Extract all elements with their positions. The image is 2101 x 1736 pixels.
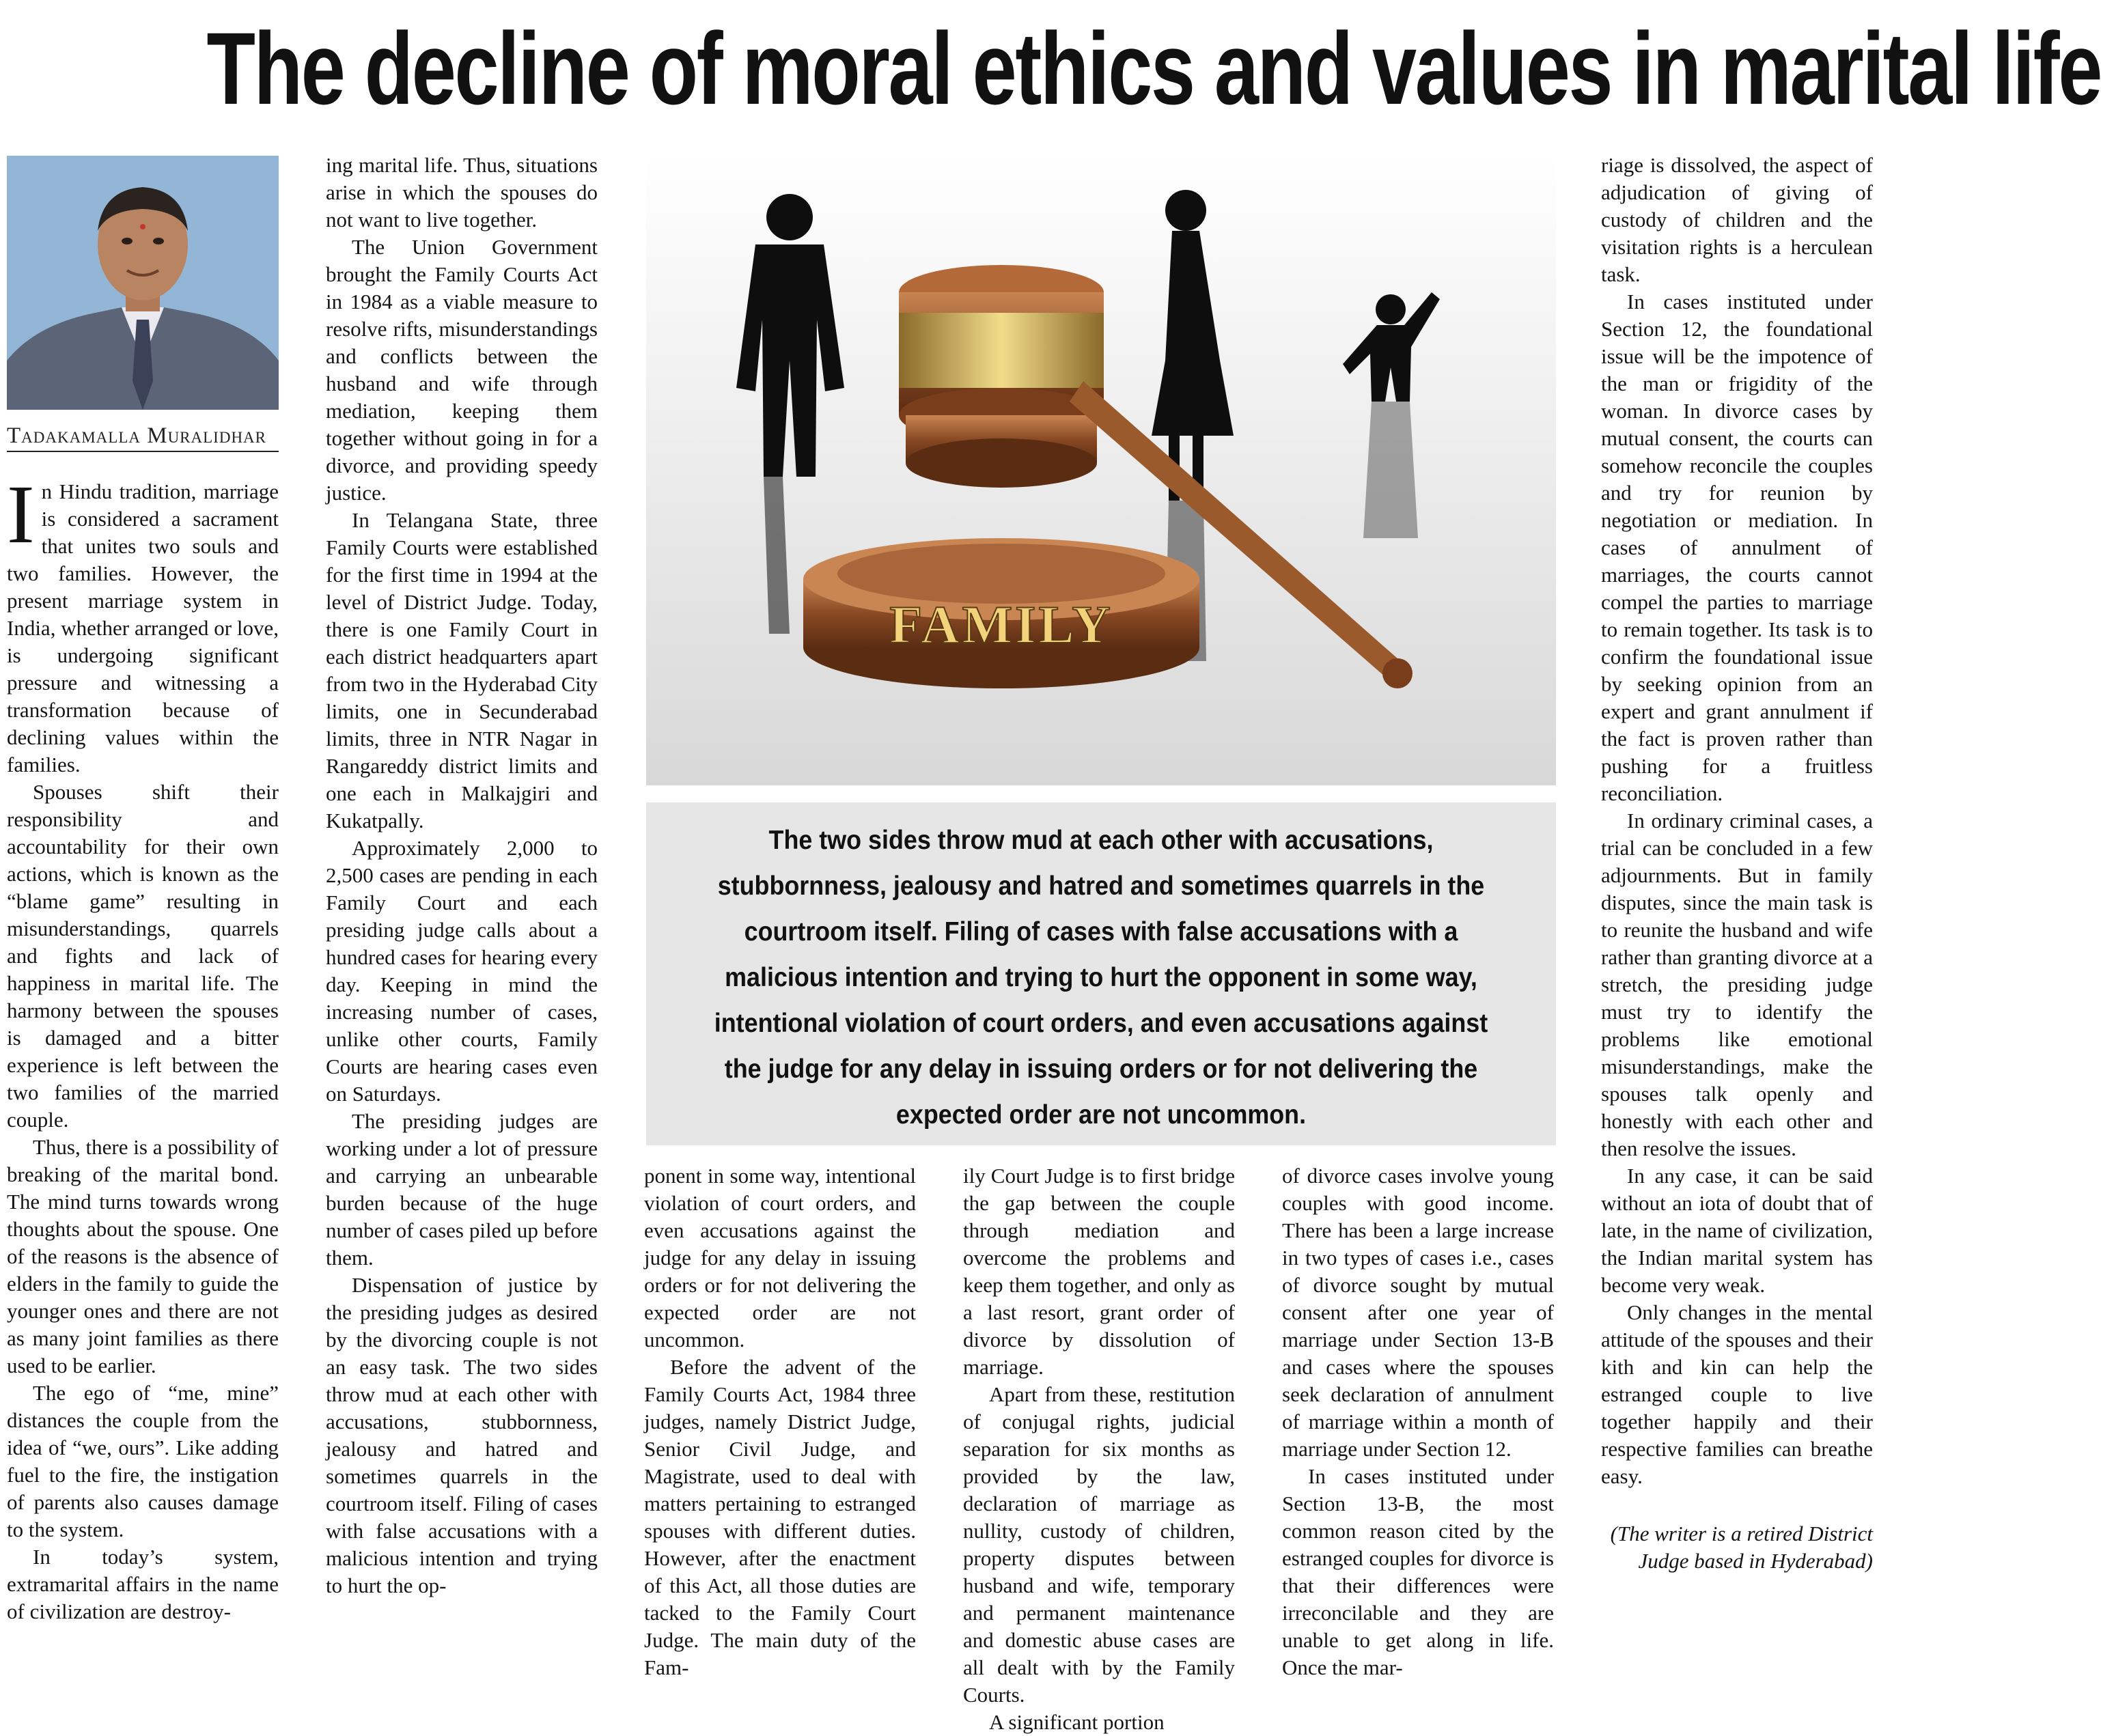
article-column-5 [1282, 1162, 1554, 1733]
headline: The decline of moral ethics and values in marital life [206, 11, 2101, 126]
author-byline: Tadakamalla Muralidhar [7, 423, 267, 448]
paragraph: Dispensation of justice by the presiding judges as desired by the divorcing couple is not an easy task. The two sides throw mud at each other with accusations, stubbornness, jealousy and hatred and sometimes quarrels in the courtroom itself. Filing of cases with false accusations with a malicious intention and trying to hurt the op- [326, 1273, 598, 1597]
article-column-6 [1601, 152, 1873, 1733]
writer-note: (The writer is a retired District Judge based in Hyderabad) [1610, 1522, 1873, 1573]
paragraph: The ego of “me, mine” distances the couple from the idea of “we, ours”. Like adding fuel to the fire, the instigation of parents also causes damage to the system. [7, 1381, 279, 1541]
family-court-illustration [646, 156, 1556, 785]
pull-quote-text: The two sides throw mud at each other with accusations, stubbornness, jealousy and hatred and sometimes quarrels in the courtroom itself. Filing of cases with false accusations with a malicious intention and trying to hurt the opponent in some way, intentional violation of court orders, and even accusations against the judge for any delay in issuing orders or for not delivering the expected order are not uncommon. [714, 826, 1488, 1130]
pull-quote [646, 802, 1556, 1145]
gavel-silhouette-graphic [646, 156, 1556, 785]
paragraph: ponent in some way, intentional violation of court orders, and even accusations against the judge for any delay in issuing orders or for not delivering the expected order are not uncommon. [644, 1164, 916, 1352]
paragraph: ily Court Judge is to first bridge the gap between the couple through mediation and overcome the problems and keep them together, and only as a last resort, grant order of divorce by dissolution of marriage. [963, 1164, 1235, 1379]
byline-rule [7, 451, 279, 452]
paragraph: In cases instituted under Section 12, the foundational issue will be the impotence of the man or frigidity of the woman. In divorce cases by mutual consent, the courts can somehow reconcile the couples and try for reunion by negotiation or mediation. In cases of annulment of marriages, the courts cannot compel the parties to marriage to remain together. Its task is to confirm the foundational issue by seeking opinion from an expert and grant annulment if the fact is proven rather than pushing for a fruitless reconciliation. [1601, 290, 1873, 805]
paragraph: Apart from these, restitution of conjugal rights, judicial separation for six months as provided by the law, declaration of marriage as nullity, custody of children, property disputes between husband and wife, temporary and permanent maintenance and domestic abuse cases are all dealt with by the Family Courts. [963, 1382, 1235, 1707]
paragraph: of divorce cases involve young couples with good income. There has been a large increase in two types of cases i.e., cases of divorce sought by mutual consent after one year of marriage under Section 13-B and cases where the spouses seek declaration of annulment of marriage within a month of marriage under Section 12. [1282, 1164, 1554, 1461]
paragraph: Approximately 2,000 to 2,500 cases are pending in each Family Court and each presiding judge calls about a hundred cases for hearing every day. Keeping in mind the increasing number of cases, unlike other courts, Family Courts are hearing cases even on Saturdays. [326, 836, 598, 1106]
paragraph: Only changes in the mental attitude of the spouses and their kith and kin can help the estranged couple to live together happily and their respective families can breathe easy. [1601, 1300, 1873, 1488]
paragraph: ing marital life. Thus, situations arise in which the spouses do not want to live together. [326, 153, 598, 232]
paragraph: Thus, there is a possibility of breaking of the marital bond. The mind turns towards wrong thoughts about the spouse. One of the reasons is the absence of elders in the family to guide the younger ones and there are not as many joint families as there used to be earlier. [7, 1135, 279, 1377]
article-column-2 [326, 152, 598, 1733]
paragraph: A significant portion [989, 1710, 1165, 1734]
article-column-1 [7, 468, 279, 1733]
author-portrait-graphic [7, 156, 279, 410]
paragraph: Before the advent of the Family Courts Act, 1984 three judges, namely District Judge, Senior Civil Judge, and Magistrate, used to deal with matters pertaining to estranged spouses with different duties. However, after the enactment of this Act, all those duties are tacked to the Family Court Judge. The main duty of the Fam- [644, 1355, 916, 1679]
paragraph: In any case, it can be said without an iota of doubt that of late, in the name of civilization, the Indian marital system has become very weak. [1601, 1164, 1873, 1297]
paragraph: In cases instituted under Section 13-B, the most common reason cited by the estranged couples for divorce is that their differences were irreconcilable and they are unable to get along in life. Once the mar- [1282, 1464, 1554, 1679]
article-column-3 [644, 1162, 916, 1733]
paragraph: riage is dissolved, the aspect of adjudication of giving of custody of children and the visitation rights is a herculean task. [1601, 153, 1873, 286]
paragraph-text: n Hindu tradition, marriage is considered a sacrament that unites two souls and two families. However, the present marriage system in India, whether arranged or love, is undergoing significant pressure and witnessing a transformation because of declining values within the families. [7, 479, 279, 776]
paragraph: The presiding judges are working under a lot of pressure and carrying an unbearable burden because of the huge number of cases piled up before them. [326, 1109, 598, 1270]
paragraph: In Telangana State, three Family Courts were established for the first time in 1994 at the level of District Judge. Today, there is one Family Court in each district headquarters apart from two in the Hyderabad City limits, one in Secunderabad limits, three in NTR Nagar in Rangareddy district limits and one each in Malkajgiri and Kukatpally. [326, 508, 598, 832]
article-column-4 [963, 1162, 1235, 1733]
paragraph [7, 468, 279, 779]
author-photo [7, 156, 279, 410]
paragraph: In today’s system, extramarital affairs in the name of civilization are destroy- [7, 1545, 279, 1623]
gavel-label: FAMILY [889, 595, 1113, 654]
paragraph: In ordinary criminal cases, a trial can be concluded in a few adjournments. But in family disputes, since the main task is to reunite the husband and wife rather than granting divorce at a stretch, the presiding judge must try to identify the problems like emotional misunderstandings, make the spouses talk openly and honestly with each other and then resolve the issues. [1601, 809, 1873, 1160]
paragraph: Spouses shift their responsibility and accountability for their own actions, which is known as the “blame game” resulting in misunderstandings, quarrels and fights and lack of happiness in marital life. The harmony between the spouses is damaged and a bitter experience is left between the two families of the married couple. [7, 780, 279, 1132]
drop-cap: I [7, 468, 35, 561]
paragraph: The Union Government brought the Family Courts Act in 1984 as a viable measure to resolve rifts, misunderstandings and conflicts between the husband and wife through mediation, keeping them together without going in for a divorce, and providing speedy justice. [326, 235, 598, 505]
